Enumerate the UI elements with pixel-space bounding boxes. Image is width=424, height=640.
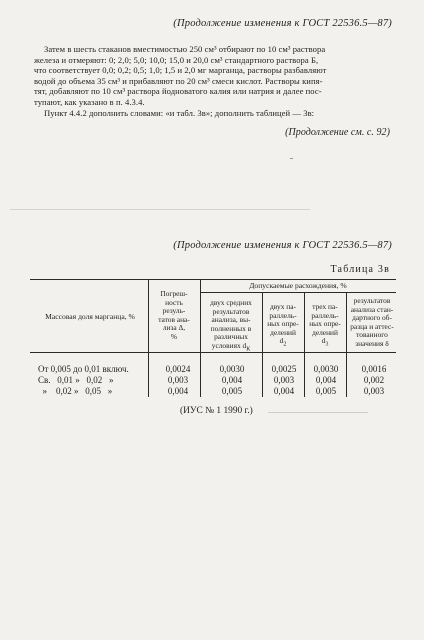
col-header-d3 <box>305 303 345 349</box>
cell-delta: 0,002 <box>363 375 385 385</box>
scan-speck <box>290 158 293 159</box>
header-line: раллель- <box>311 310 339 320</box>
header-line: различных <box>214 332 248 342</box>
header-line: Погреш- <box>160 289 188 298</box>
header-line-text: d <box>279 336 284 346</box>
col-header-delta <box>347 297 397 349</box>
header-line: тованного <box>356 330 388 340</box>
header-line: ность <box>165 297 183 307</box>
cell-d2: 0,0025 <box>271 364 297 374</box>
header-line: дартного об- <box>352 313 392 323</box>
table-col-divider <box>148 279 149 397</box>
col-header-error <box>150 290 198 342</box>
subscript: К <box>246 346 251 353</box>
header-line: анализа стан- <box>350 304 394 314</box>
cell-delta: 0,003 <box>363 386 385 396</box>
header-line-text: условиях d <box>211 340 247 350</box>
continuation-header-mid: (Продолжение изменения к ГОСТ 22536.5—87) <box>173 240 392 251</box>
header-line: лиза Δ, <box>162 323 186 333</box>
subscript: 2 <box>283 341 287 348</box>
header-line: значения δ <box>355 338 389 348</box>
paragraph-solutions <box>34 44 390 108</box>
header-line: двух средних <box>210 298 252 307</box>
table-title: Таблица 3в <box>330 264 390 275</box>
source-note: (ИУС № 1 1990 г.) <box>180 406 253 416</box>
header-line: трех па- <box>312 302 338 311</box>
col-header-d2 <box>263 303 303 349</box>
header-line: % <box>170 331 178 341</box>
cell-d2: 0,004 <box>273 386 295 396</box>
header-line: анализа, вы- <box>211 315 251 325</box>
cell-d3: 0,0030 <box>313 364 339 374</box>
header-line-text: d <box>321 336 326 346</box>
cell-d3: 0,004 <box>315 375 337 385</box>
paragraph-line: Пункт 4.4.2 дополнить словами: «и табл. 3в»; дополнить таблицей — 3в: <box>44 108 315 118</box>
col-header-mass: Массовая доля марганца, % <box>45 312 135 321</box>
paragraph-line: что соответствует 0,0; 0,2; 0,5; 1,0; 1,5 и 2,0 мг марганца, растворы разбавляют <box>34 65 327 76</box>
paragraph-line: железа и отмеряют: 0; 2,0; 5,0; 10,0; 15,0 и 20,0 см³ стандартного раствора Б, <box>34 54 319 65</box>
table-top-rule <box>30 279 396 280</box>
group-header-rule <box>200 292 396 293</box>
paragraph-line: водой до объема 35 см³ и прибавляют по 20 см³ смеси кислот. Растворы кипя- <box>34 75 323 86</box>
header-line: ных опре- <box>267 319 299 329</box>
continued-note: (Продолжение см. с. 92) <box>285 127 390 138</box>
subscript: 3 <box>325 341 329 348</box>
header-line: результатов <box>212 306 250 316</box>
cell-error: 0,0024 <box>165 364 191 374</box>
table-row-label: Св. 0,01 » 0,02 » <box>38 375 114 385</box>
cell-dk: 0,004 <box>221 375 243 385</box>
cell-delta: 0,0016 <box>361 364 387 374</box>
continuation-header-top: (Продолжение изменения к ГОСТ 22536.5—87) <box>173 18 392 29</box>
table-row-label: От 0,005 до 0,01 включ. <box>38 364 129 374</box>
cell-dk: 0,0030 <box>219 364 245 374</box>
header-line <box>201 342 261 354</box>
header-line: разца и аттес- <box>350 321 394 331</box>
header-line: делений <box>270 327 296 337</box>
cell-error: 0,003 <box>167 375 189 385</box>
paragraph-line: Затем в шесть стаканов вместимостью 250 см³ отбирают по 10 см³ раствора <box>44 44 326 54</box>
cell-d3: 0,005 <box>315 386 337 396</box>
header-line: ных опре- <box>309 319 341 329</box>
header-line: двух па- <box>270 302 296 311</box>
header-line: делений <box>312 327 338 337</box>
table-row-label: » 0,02 » 0,05 » <box>38 386 113 396</box>
scan-speck <box>10 209 310 210</box>
header-line <box>305 337 345 349</box>
header-line: результатов <box>353 296 391 305</box>
cell-d2: 0,003 <box>273 375 295 385</box>
paragraph-amendment <box>34 108 390 119</box>
col-header-dk <box>201 299 261 354</box>
scan-speck <box>268 412 368 413</box>
header-line: татов ана- <box>158 314 190 324</box>
header-line: резуль- <box>162 306 186 316</box>
header-line <box>263 337 303 349</box>
header-line: полненных в <box>210 323 252 333</box>
group-header-tolerances: Допускаемые расхождения, % <box>249 281 347 290</box>
header-line: раллель- <box>269 310 297 320</box>
paragraph-line: тят, добавляют по 10 см³ раствора йодноватого калия или натрия и далее пос- <box>34 86 322 97</box>
paragraph-line: тупают, как указано в п. 4.3.4. <box>34 96 145 107</box>
cell-dk: 0,005 <box>221 386 243 396</box>
cell-error: 0,004 <box>167 386 189 396</box>
